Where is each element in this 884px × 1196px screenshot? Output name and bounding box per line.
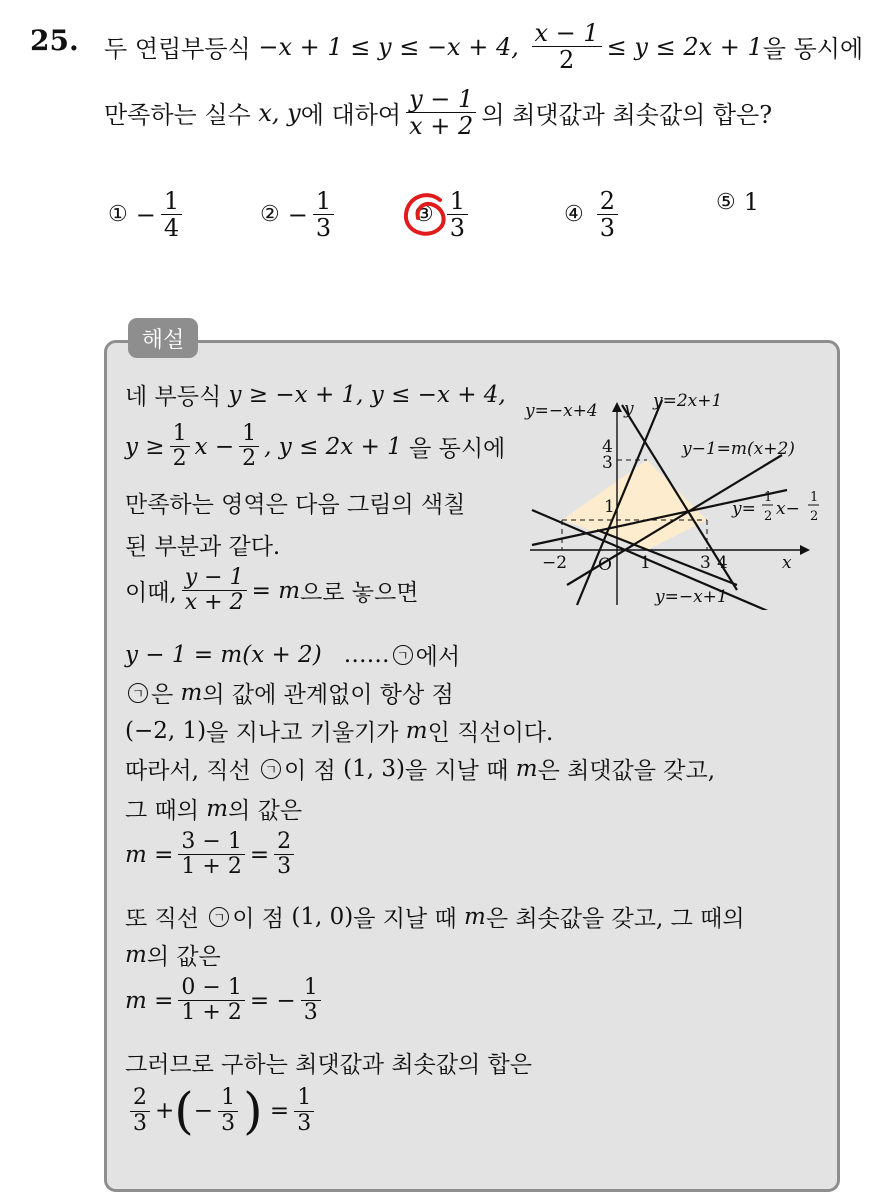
- choice-mark: ③: [414, 202, 434, 228]
- circled-label: ㄱ: [209, 907, 229, 927]
- fraction-denominator: 3: [315, 214, 332, 243]
- solution-text: 은 최솟값을 갖고, 그 때의: [485, 906, 745, 932]
- label-line-neg-x-plus-1: y=−x+1: [655, 587, 728, 607]
- fraction-numerator: 1: [161, 188, 182, 215]
- solution-text: 은 최댓값을 갖고,: [537, 758, 716, 784]
- circled-label: ㄱ: [261, 759, 281, 779]
- circled-label: ㄱ: [393, 645, 413, 665]
- solution-line-14: [125, 976, 326, 1025]
- equation: y − 1 = m(x + 2): [125, 641, 322, 668]
- label-line-2x-plus-1: y=2x+1: [653, 391, 723, 411]
- fraction-numerator: 1: [301, 976, 321, 1001]
- variables: x, y: [258, 98, 301, 127]
- fraction-numerator: 0 − 1: [178, 976, 244, 1001]
- solution-text: 그 때의: [125, 798, 199, 824]
- fraction-denominator: 3: [297, 1110, 312, 1136]
- inequality: y ≥ −x + 1, y ≤ −x + 4,: [228, 381, 506, 408]
- right-paren: ): [243, 1082, 263, 1140]
- label-line-neg-x-plus-4: y=−x+4: [525, 401, 598, 421]
- y-tick-label: 1: [604, 497, 615, 517]
- label-line-half-x-minus-half: [731, 490, 819, 524]
- label-part: x−: [776, 499, 800, 519]
- choice-1[interactable]: [108, 188, 187, 242]
- variable: m: [464, 903, 486, 930]
- variable: m: [515, 755, 538, 782]
- solution-text: 을 지날 때: [353, 906, 457, 932]
- solution-text: 네 부등식: [125, 384, 222, 410]
- fraction-denominator: x + 2: [409, 112, 474, 141]
- ellipsis: ……: [343, 641, 390, 668]
- y-axis-arrow: [612, 402, 622, 412]
- solution-text: 을 동시에: [409, 436, 506, 463]
- fraction: [239, 422, 259, 471]
- circled-label: ㄱ: [128, 683, 148, 703]
- solution-line-7: [125, 676, 454, 709]
- choice-fraction: [313, 188, 334, 242]
- equals: = −: [249, 987, 296, 1014]
- solution-text: 은: [151, 682, 174, 708]
- solution-text: 에서: [415, 644, 461, 670]
- solution-text: 그러므로 구하는 최댓값과 최솟값의 합은: [125, 1052, 532, 1078]
- equation: = m: [251, 577, 301, 604]
- solution-line-6: [125, 638, 460, 671]
- fraction: [301, 976, 321, 1025]
- plus: +: [155, 1098, 175, 1124]
- choice-mark: ⑤: [716, 189, 736, 215]
- label-frac-num: 1: [810, 490, 819, 505]
- fraction-denominator: x + 2: [184, 590, 244, 616]
- fraction-numerator: 1: [170, 422, 190, 447]
- fraction-numerator: 1: [313, 188, 334, 215]
- x-tick-label: −2: [542, 553, 568, 573]
- inequality: x −: [194, 433, 235, 460]
- choice-mark: ①: [108, 202, 128, 228]
- label-part: y=: [732, 499, 756, 519]
- choice-sign: −: [287, 200, 308, 229]
- fraction-numerator: 2: [597, 188, 618, 215]
- choice-4[interactable]: [564, 188, 623, 242]
- inequality-2: ≤ y ≤ 2x + 1: [606, 32, 763, 61]
- solution-text: 만족하는 영역은 다음 그림의 색칠: [125, 492, 466, 518]
- fraction-numerator: 1: [239, 422, 259, 447]
- fraction: [178, 976, 244, 1025]
- problem-text: 에 대하여: [300, 101, 402, 130]
- fraction: [178, 830, 244, 879]
- solution-line-4: [125, 528, 280, 561]
- solution-text: 이때,: [125, 580, 177, 607]
- x-tick-label: 4: [717, 553, 728, 573]
- solution-text: 의 값은: [228, 798, 303, 824]
- left-paren: (: [174, 1082, 194, 1140]
- label-line-m: y−1=m(x+2): [682, 439, 795, 459]
- solution-tag: 해설: [128, 318, 198, 358]
- solution-text: 이 점: [232, 906, 285, 932]
- solution-text: 또 직선: [125, 906, 199, 932]
- origin-label: O: [598, 555, 612, 575]
- fraction-numerator: 1: [218, 1086, 238, 1111]
- solution-line-9: [125, 752, 715, 785]
- fraction: [170, 422, 190, 471]
- y-tick-label: 3: [602, 453, 613, 473]
- solution-line-10: [125, 792, 302, 825]
- feasible-region-graph: [520, 390, 830, 610]
- problem-text: 을 동시에: [762, 35, 864, 64]
- choice-value: 1: [743, 188, 760, 216]
- solution-line-13: [125, 938, 221, 971]
- fraction-denominator: 3: [303, 1000, 318, 1026]
- choice-mark: ④: [564, 202, 584, 228]
- problem-number: 25.: [30, 24, 79, 57]
- fraction: [130, 1086, 150, 1135]
- inequality-1: −x + 1 ≤ y ≤ −x + 4,: [258, 32, 519, 61]
- fraction-denominator: 3: [221, 1110, 236, 1136]
- label-frac-den: 2: [810, 509, 819, 524]
- inequality: , y ≤ 2x + 1: [264, 433, 402, 460]
- fraction-numerator: 2: [274, 830, 294, 855]
- point: (−2, 1): [125, 717, 207, 744]
- solution-line-11: [125, 830, 299, 879]
- fraction-numerator: 2: [130, 1086, 150, 1111]
- fraction-denominator: 2: [558, 46, 575, 75]
- variable: m: [125, 941, 147, 968]
- choice-fraction: [597, 188, 618, 242]
- solution-line-2: [125, 422, 505, 471]
- fraction-numerator: y − 1: [406, 86, 476, 113]
- solution-line-1: [125, 378, 506, 411]
- variable: m: [206, 795, 229, 822]
- fraction-denominator: 1 + 2: [181, 854, 242, 880]
- fraction: [218, 1086, 238, 1135]
- fraction: [406, 86, 476, 140]
- fraction-denominator: 3: [599, 214, 616, 243]
- fraction-denominator: 2: [172, 446, 187, 472]
- solution-text: 을 지나고 기울기가: [206, 720, 399, 746]
- problem-line-2: [104, 86, 772, 140]
- inequality: y ≥: [125, 433, 165, 460]
- x-axis-arrow: [800, 545, 810, 555]
- label-frac-den: 2: [764, 509, 773, 524]
- choice-mark: ②: [260, 202, 280, 228]
- fraction: [274, 830, 294, 879]
- answer-circle-mark: [400, 190, 456, 242]
- fraction-denominator: 3: [277, 854, 292, 880]
- point: (1, 0): [291, 903, 354, 930]
- solution-line-5: [125, 566, 418, 615]
- equation: m =: [125, 841, 174, 868]
- solution-text: 인 직선이다.: [427, 720, 554, 746]
- y-axis-label: y: [624, 399, 634, 419]
- x-axis-label: x: [782, 553, 792, 573]
- problem-line-1: [104, 20, 863, 74]
- variable: m: [405, 717, 428, 744]
- fraction-numerator: 1: [294, 1086, 314, 1111]
- solution-line-16: [125, 1082, 319, 1140]
- equals: =: [269, 1098, 290, 1124]
- equals: =: [249, 841, 270, 868]
- fraction: [182, 566, 247, 615]
- x-tick-label: 3: [700, 553, 711, 573]
- fraction-denominator: 3: [449, 214, 466, 243]
- choice-fraction: [161, 188, 182, 242]
- fraction-numerator: 3 − 1: [178, 830, 244, 855]
- fraction-numerator: x − 1: [532, 20, 602, 47]
- solution-text: 이 점: [284, 758, 336, 784]
- solution-text: 의 값에 관계없이 항상 점: [202, 682, 454, 708]
- problem-text: 만족하는 실수: [104, 101, 251, 130]
- solution-text: 을 지날 때: [404, 758, 509, 784]
- label-frac-num: 1: [764, 490, 773, 505]
- fraction: [532, 20, 602, 74]
- y-tick-label: 4: [602, 437, 613, 457]
- choice-2[interactable]: [260, 188, 339, 242]
- x-tick-label: 1: [640, 553, 651, 573]
- fraction-denominator: 4: [163, 214, 180, 243]
- fraction-denominator: 1 + 2: [181, 1000, 242, 1026]
- equation: m =: [125, 987, 174, 1014]
- choice-5[interactable]: [716, 188, 759, 216]
- point: (1, 3): [343, 755, 405, 782]
- fraction: [294, 1086, 314, 1135]
- solution-line-3: [125, 486, 465, 519]
- solution-text: 따라서, 직선: [125, 758, 251, 784]
- fraction-denominator: 2: [242, 446, 257, 472]
- variable: m: [180, 679, 203, 706]
- solution-text: 의 값은: [146, 944, 221, 970]
- minus: −: [193, 1098, 214, 1124]
- solution-line-8: [125, 714, 553, 747]
- problem-text: 의 최댓값과 최솟값의 합은?: [481, 101, 773, 130]
- solution-line-12: [125, 900, 745, 933]
- solution-line-15: [125, 1046, 532, 1079]
- solution-text: 으로 놓으면: [300, 580, 419, 607]
- problem-text: 두 연립부등식: [104, 35, 251, 64]
- fraction-denominator: 3: [133, 1110, 147, 1136]
- choice-sign: −: [135, 200, 156, 229]
- solution-text: 된 부분과 같다.: [125, 534, 281, 560]
- fraction-numerator: y − 1: [182, 566, 247, 591]
- fraction-numerator: 1: [447, 188, 468, 215]
